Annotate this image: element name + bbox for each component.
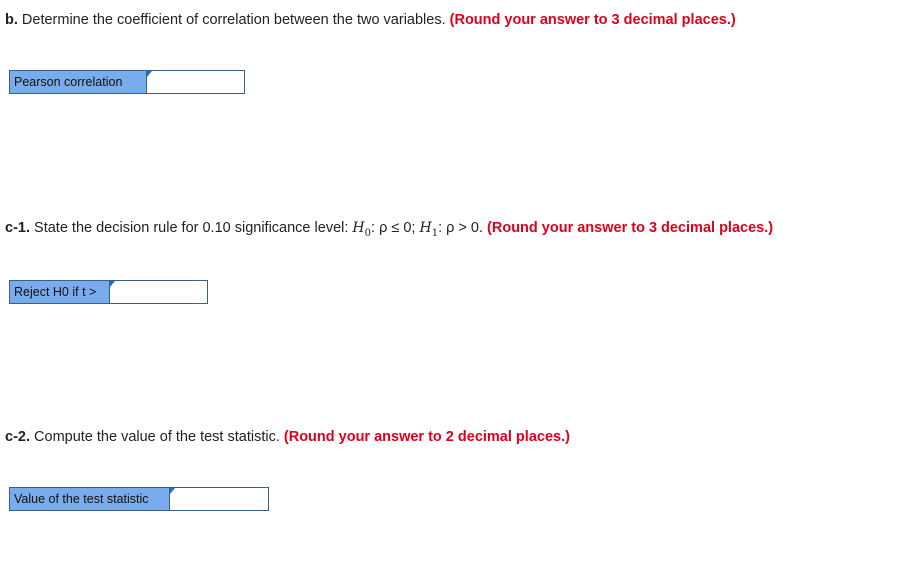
h1-subscript: 1 — [431, 227, 439, 239]
question-c2-label: c-2. — [5, 429, 30, 445]
hypothesis-h0-condition: : ρ ≤ 0; — [371, 220, 416, 236]
answer-row-pearson — [9, 70, 245, 94]
hypothesis-h1 — [419, 220, 439, 239]
question-b-text: Determine the coefficient of correlation between the two variables. — [21, 12, 446, 28]
test-statistic-field-wrap — [169, 487, 269, 511]
question-c2 — [5, 428, 570, 446]
question-c1-text: State the decision rule for 0.10 significance level: — [34, 220, 349, 236]
reject-h0-field-wrap — [109, 280, 208, 304]
h0-subscript: 0 — [364, 227, 372, 239]
reject-h0-input[interactable] — [109, 280, 208, 304]
test-statistic-input[interactable] — [169, 487, 269, 511]
answer-row-test-statistic — [9, 487, 269, 511]
reject-h0-label: Reject H0 if t > — [9, 280, 109, 304]
question-b — [5, 11, 736, 29]
question-c2-text: Compute the value of the test statistic. — [34, 429, 280, 445]
hypothesis-h1-condition: : ρ > 0. — [438, 220, 483, 236]
pearson-correlation-label: Pearson correlation — [9, 70, 146, 94]
question-c1 — [5, 219, 773, 243]
hypothesis-h0 — [352, 220, 372, 239]
pearson-correlation-field-wrap — [146, 70, 245, 94]
question-b-note: (Round your answer to 3 decimal places.) — [449, 12, 736, 28]
question-b-label: b. — [5, 12, 18, 28]
test-statistic-label: Value of the test statistic — [9, 487, 169, 511]
pearson-correlation-input[interactable] — [146, 70, 245, 94]
h1-symbol: H — [419, 220, 432, 236]
question-c2-note: (Round your answer to 2 decimal places.) — [283, 429, 570, 445]
question-c1-note: (Round your answer to 3 decimal places.) — [487, 220, 774, 236]
answer-row-reject — [9, 280, 208, 304]
question-c1-label: c-1. — [5, 220, 30, 236]
h0-symbol: H — [352, 220, 365, 236]
